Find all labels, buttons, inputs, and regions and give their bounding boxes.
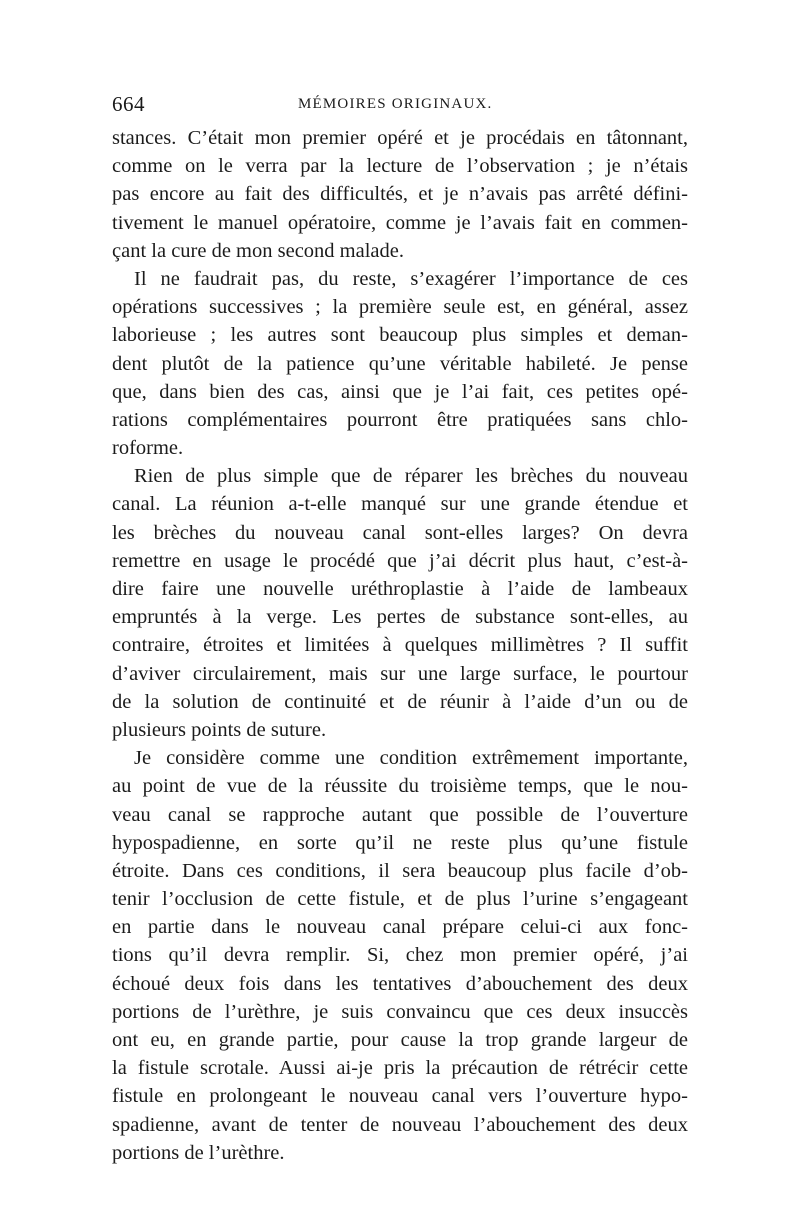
text-line: fistule en prolongeant le nouveau canal vers l’ouverture hypo-	[112, 1085, 688, 1108]
body-text	[112, 124, 688, 1167]
text-line: remettre en usage le procédé que j’ai décrit plus haut, c’est-à-	[112, 549, 688, 572]
text-line: tivement le manuel opératoire, comme je l’avais fait en commen-	[112, 211, 688, 234]
text-line: opérations successives ; la première seule est, en général, assez	[112, 296, 688, 319]
text-line: de la solution de continuité et de réunir à l’aide d’un ou de	[112, 690, 688, 713]
page-header	[112, 92, 688, 122]
text-line: çant la cure de mon second malade.	[112, 239, 404, 262]
text-line: portions de l’urèthre, je suis convaincu que ces deux insuccès	[112, 1000, 688, 1023]
text-line: roforme.	[112, 437, 184, 460]
text-line: pas encore au fait des difficultés, et je n’avais pas arrêté défini-	[112, 183, 688, 206]
text-line: spadienne, avant de tenter de nouveau l’abouchement des deux	[112, 1113, 688, 1136]
text-line: étroite. Dans ces conditions, il sera beaucoup plus facile d’ob-	[112, 859, 688, 882]
text-line: échoué deux fois dans les tentatives d’abouchement des deux	[112, 972, 688, 995]
text-line: laborieuse ; les autres sont beaucoup plus simples et deman-	[112, 324, 688, 347]
text-line: la fistule scrotale. Aussi ai-je pris la précaution de rétrécir cette	[112, 1057, 688, 1080]
text-line: tenir l’occlusion de cette fistule, et de plus l’urine s’engageant	[112, 888, 688, 911]
text-line: portions de l’urèthre.	[112, 1141, 285, 1164]
text-line: plusieurs points de suture.	[112, 718, 327, 741]
running-head: MÉMOIRES ORIGINAUX.	[298, 96, 493, 112]
text-line: hypospadienne, en sorte qu’il ne reste plus qu’une fistule	[112, 831, 688, 854]
text-line: stances. C’était mon premier opéré et je procédais en tâtonnant,	[112, 127, 688, 149]
text-line: Il ne faudrait pas, du reste, s’exagérer l’importance de ces	[134, 267, 688, 290]
text-line: comme on le verra par la lecture de l’observation ; je n’étais	[112, 155, 688, 178]
text-line: canal. La réunion a-t-elle manqué sur une grande étendue et	[112, 493, 688, 516]
text-line: empruntés à la verge. Les pertes de substance sont-elles, au	[112, 606, 688, 629]
text-line: Rien de plus simple que de réparer les brèches du nouveau	[134, 465, 688, 488]
text-line: veau canal se rapproche autant que possible de l’ouverture	[112, 803, 688, 826]
text-line: en partie dans le nouveau canal prépare celui-ci aux fonc-	[112, 916, 688, 939]
text-line: au point de vue de la réussite du troisième temps, que le nou-	[112, 775, 688, 798]
page-number: 664	[112, 92, 145, 116]
text-line: dent plutôt de la patience qu’une véritable habileté. Je pense	[112, 352, 688, 375]
text-line: que, dans bien des cas, ainsi que je l’ai fait, ces petites opé-	[112, 380, 688, 403]
text-line: contraire, étroites et limitées à quelques millimètres ? Il suffit	[112, 634, 688, 657]
text-line: tions qu’il devra remplir. Si, chez mon premier opéré, j’ai	[112, 944, 688, 967]
text-line: rations complémentaires pourront être pratiquées sans chlo-	[112, 408, 688, 431]
text-line: d’aviver circulairement, mais sur une large surface, le pourtour	[112, 662, 688, 685]
text-line: les brèches du nouveau canal sont-elles larges? On devra	[112, 521, 688, 544]
text-line: ont eu, en grande partie, pour cause la trop grande largeur de	[112, 1029, 688, 1051]
text-line: Je considère comme une condition extrêmement importante,	[134, 747, 688, 770]
text-line: dire faire une nouvelle uréthroplastie à l’aide de lambeaux	[112, 578, 688, 600]
